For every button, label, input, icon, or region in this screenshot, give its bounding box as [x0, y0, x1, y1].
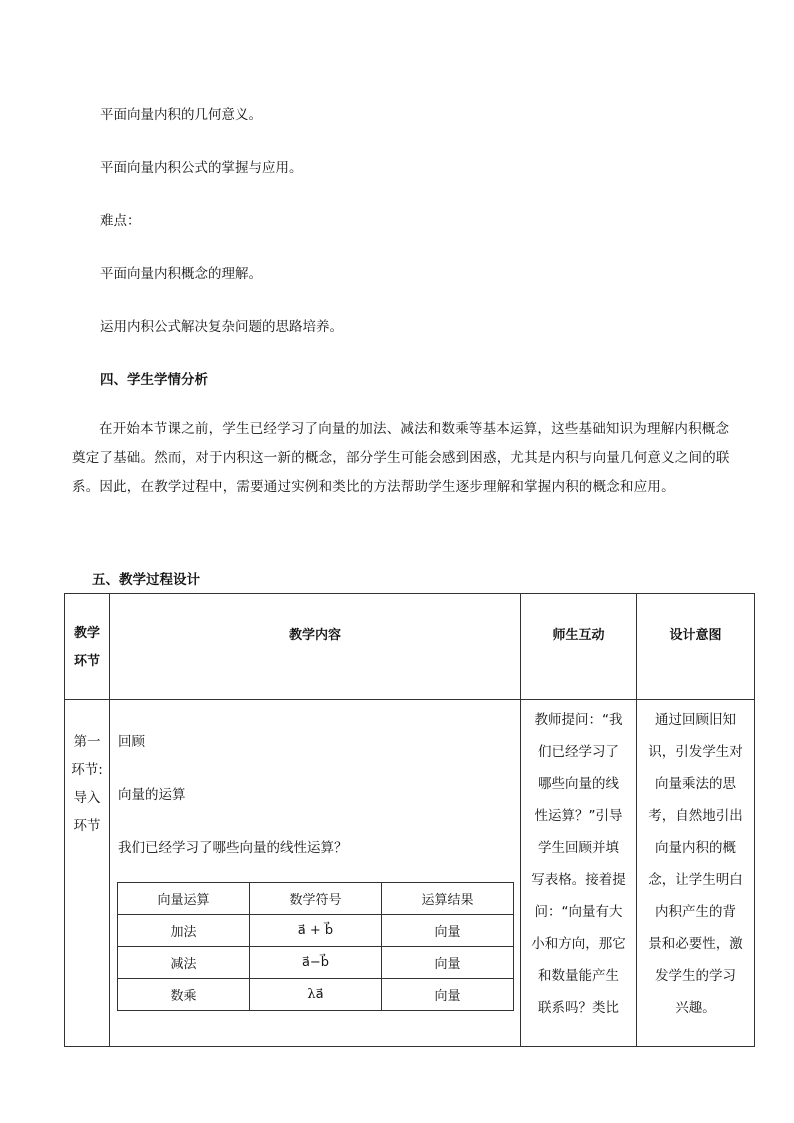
list-item: 平面向量内积概念的理解。	[100, 266, 262, 282]
interaction-cell: 教师提问：“我 们已经学习了 哪些向量的线 性运算？”引导 学生回顾并填 写表格。接着提 问：“向量有大 小和方向，那它 和数量能产生 联系吗？类比	[521, 700, 637, 1047]
intent-cell: 通过回顾旧知 识，引发学生对 向量乘法的思 考，自然地引出 向量内积的概 念，让学生明白 内积产生的背 景和必要性，激 发学生的学习 兴趣。	[637, 700, 755, 1047]
section-heading-student-analysis: 四、学生学情分析	[100, 372, 208, 388]
table-row: 减法 a⃗−b⃗ 向量	[118, 947, 514, 979]
list-item: 运用内积公式解决复杂问题的思路培养。	[100, 319, 343, 335]
content-line: 回顾	[118, 734, 145, 750]
header-interaction: 师生互动	[521, 594, 637, 700]
content-line: 我们已经学习了哪些向量的线性运算？	[118, 840, 348, 856]
ops-header-row: 向量运算 数学符号 运算结果	[118, 883, 514, 915]
vector-operations-table	[117, 882, 514, 1011]
header-content: 教学内容	[110, 594, 521, 700]
section-heading-process-design: 五、教学过程设计	[92, 572, 200, 588]
list-item: 平面向量内积公式的掌握与应用。	[100, 160, 303, 176]
stage-cell: 第一 环节: 导入 环节	[65, 700, 110, 1047]
table-row: 数乘 λa⃗ 向量	[118, 979, 514, 1011]
student-analysis-paragraph: 在开始本节课之前，学生已经学习了向量的加法、减法和数乘等基本运算，这些基础知识为理解内积概念奠定了基础。然而，对于内积这一新的概念，部分学生可能会感到困惑，尤其是内积与向量几何意义之间的联系。因此，在教学过程中，需要通过实例和类比的方法帮助学生逐步理解和掌握内积的概念和应用。	[72, 421, 730, 495]
table-row	[65, 700, 755, 1047]
table-header-row	[65, 594, 755, 700]
list-item: 平面向量内积的几何意义。	[100, 107, 262, 123]
header-stage: 教学 环节	[65, 594, 110, 700]
list-item: 难点：	[100, 213, 141, 229]
process-design-table	[64, 593, 755, 1047]
header-intent: 设计意图	[637, 594, 755, 700]
table-row: 加法 a⃗ + b⃗ 向量	[118, 915, 514, 947]
content-cell	[110, 700, 521, 1047]
content-line: 向量的运算	[118, 787, 186, 803]
